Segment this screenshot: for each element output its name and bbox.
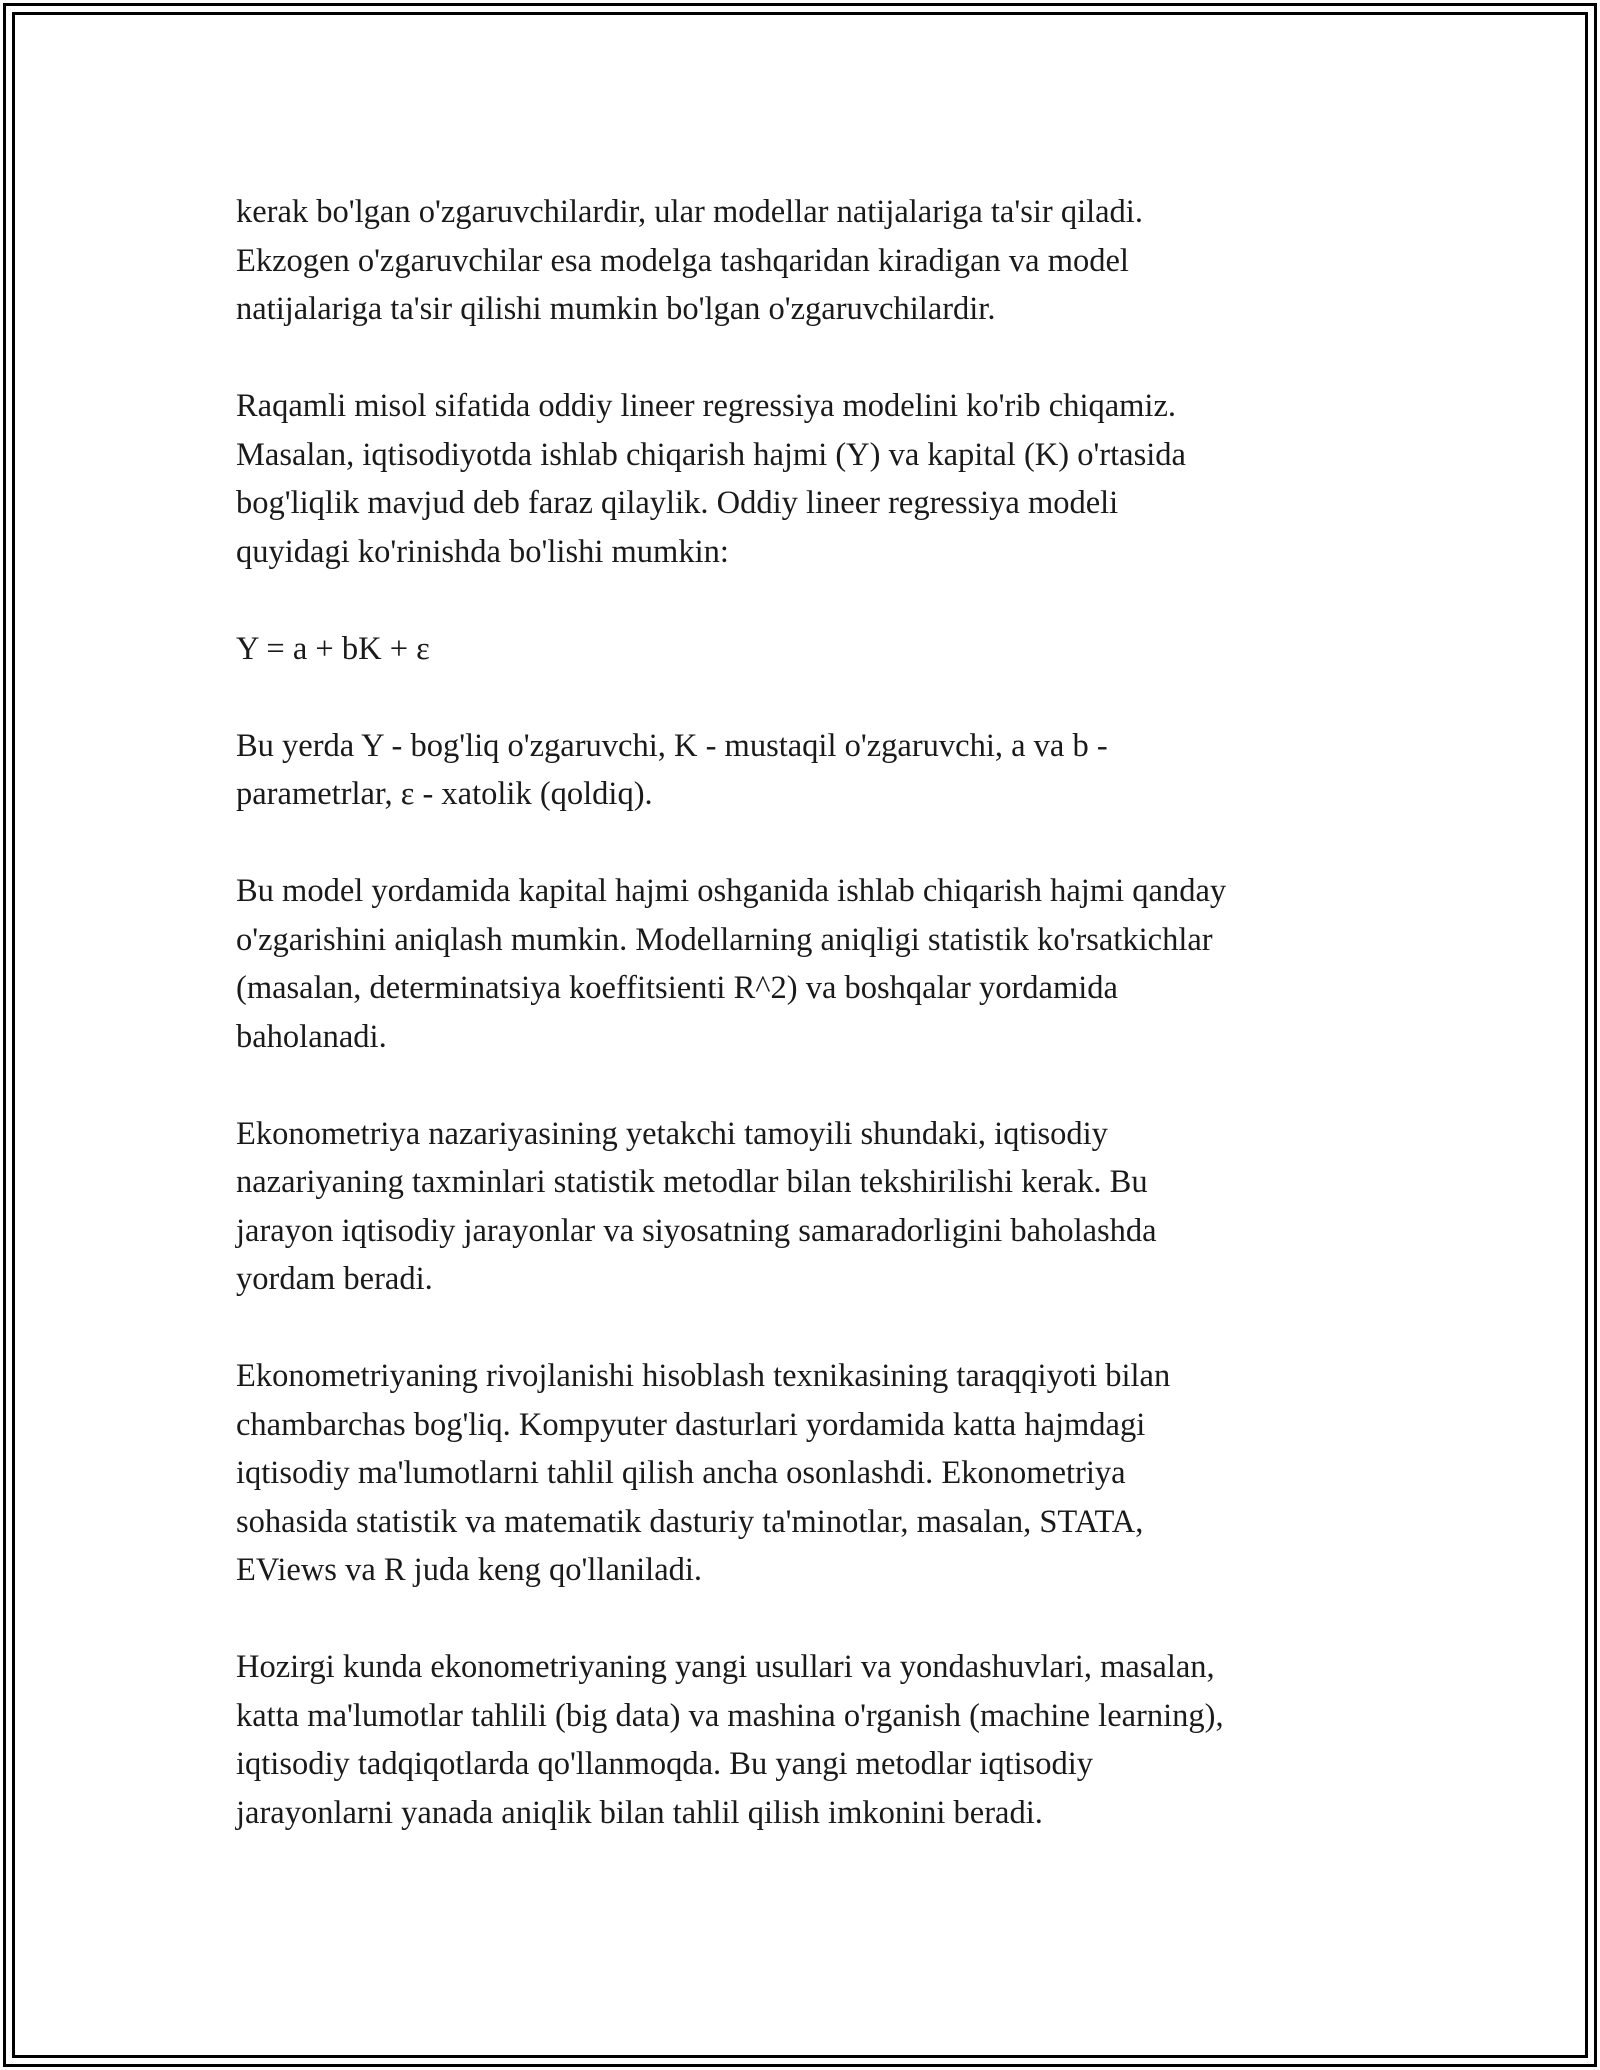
paragraph-econometric-principle: Ekonometriya nazariyasining yetakchi tamoyili shundaki, iqtisodiy nazariyaning taxminlari statistik metodlar bilan tekshirilishi kerak. Bu jarayon iqtisodiy jarayonlar va siyosatning samaradorligini baholashda yordam beradi. <box>236 1115 1157 1297</box>
paragraph-variable-definitions: Bu yerda Y - bog'liq o'zgaruvchi, K - mustaqil o'zgaruvchi, a va b - parametrlar, ε - xatolik (qoldiq). <box>236 727 1108 812</box>
regression-formula: Y = a + bK + ε <box>236 630 430 667</box>
paragraph-computing-development: Ekonometriyaning rivojlanishi hisoblash texnikasining taraqqiyoti bilan chambarchas bog'liq. Kompyuter dasturlari yordamida katta hajmdagi iqtisodiy ma'lumotlarni tahlil qilish ancha osonlashdi. Ekonometriya sohasida statistik va matematik dasturiy ta'minotlar, masalan, STATA, EViews va R juda keng qo'llaniladi. <box>236 1358 1171 1588</box>
paragraph-numeric-example: Raqamli misol sifatida oddiy lineer regressiya modelini ko'rib chiqamiz. Masalan, iqtisodiyotda ishlab chiqarish hajmi (Y) va kapital (K) o'rtasida bog'liqlik mavjud deb faraz qilaylik. Oddiy lineer regressiya modeli quyidagi ko'rinishda bo'lishi mumkin: <box>236 388 1186 570</box>
paragraph-model-usage: Bu model yordamida kapital hajmi oshganida ishlab chiqarish hajmi qanday o'zgarishini aniqlash mumkin. Modellarning aniqligi statistik ko'rsatkichlar (masalan, determinatsiya koeffitsienti R^2) va boshqalar yordamida baholanadi. <box>236 873 1227 1055</box>
document-body <box>236 188 1396 1837</box>
paragraph-modern-methods: Hozirgi kunda ekonometriyaning yangi usullari va yondashuvlari, masalan, katta ma'lumotlar tahlili (big data) va mashina o'rganish (machine learning), iqtisodiy tadqiqotlarda qo'llanmoqda. Bu yangi metodlar iqtisodiy jarayonlarni yanada aniqlik bilan tahlil qilish imkonini beradi. <box>236 1649 1224 1831</box>
paragraph-endogenous-exogenous: kerak bo'lgan o'zgaruvchilardir, ular modellar natijalariga ta'sir qiladi. Ekzogen o'zgaruvchilar esa modelga tashqaridan kiradigan va model natijalariga ta'sir qilishi mumkin bo'lgan o'zgaruvchilardir. <box>236 194 1143 327</box>
